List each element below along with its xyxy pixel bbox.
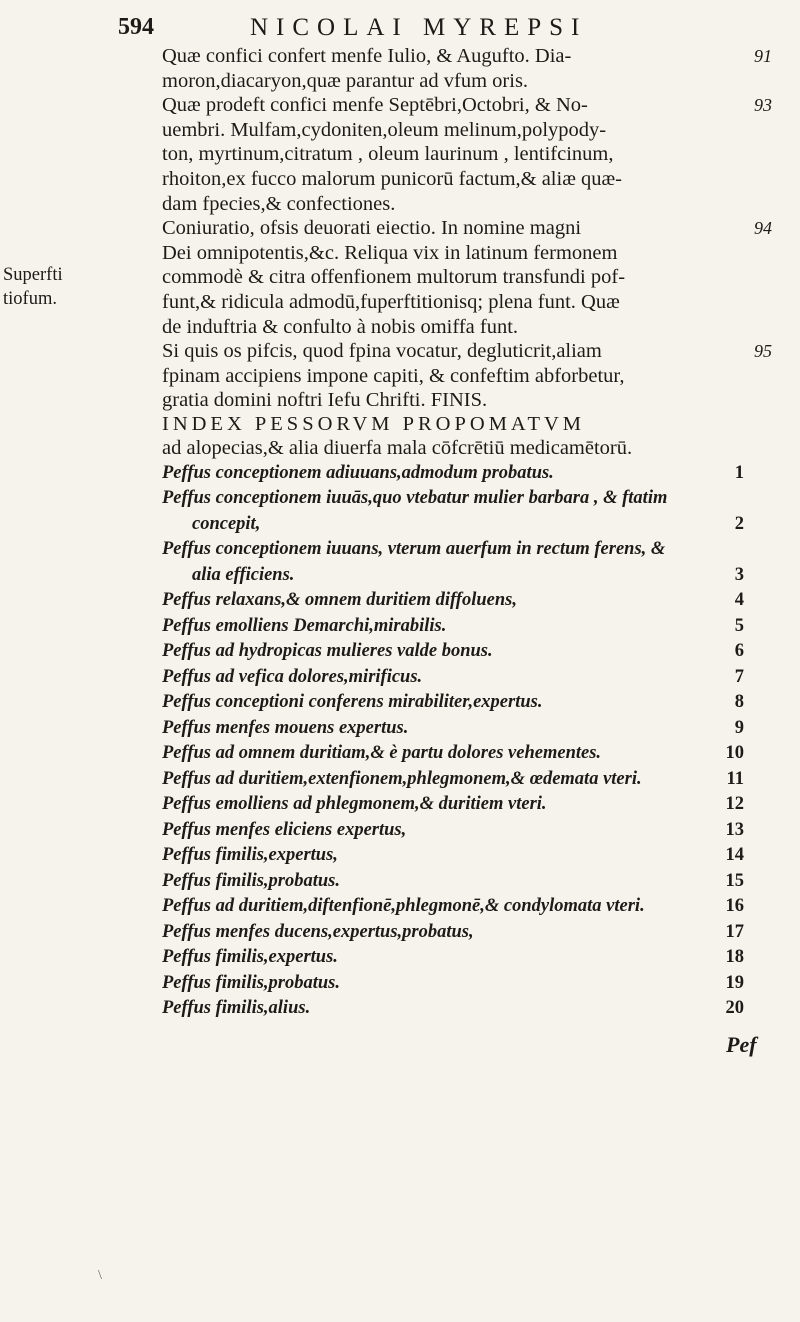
index-entry-number: 14 (725, 845, 744, 865)
line-text: dam fpecies,& confectiones. (162, 192, 396, 215)
line-text: Quæ prodeft confici menfe Septēbri,Octobri, & No- (162, 94, 588, 117)
index-entry-text: Peffus menfes ducens,expertus,probatus, (162, 921, 474, 942)
text-line (162, 388, 772, 413)
index-entry (162, 843, 772, 869)
text-line (162, 93, 772, 118)
body-paragraphs (162, 44, 772, 413)
index-entry-text: Peffus fimilis,probatus. (162, 972, 340, 993)
index-entry-text: Peffus emolliens Demarchi,mirabilis. (162, 615, 447, 636)
text-line (162, 192, 772, 217)
index-entry (162, 996, 772, 1022)
text-line (162, 216, 772, 241)
line-text: uembri. Mulfam,cydoniten,oleum melinum,polypody- (162, 118, 607, 141)
page-header (118, 14, 788, 48)
index-entry-text: Peffus ad hydropicas mulieres valde bonus. (162, 641, 493, 661)
index-entry-text: Peffus relaxans,& omnem duritiem diffoluens, (162, 590, 517, 610)
index-entry (162, 792, 772, 818)
text-line (162, 315, 772, 340)
index-entry (162, 537, 772, 563)
marginal-number: 95 (754, 341, 772, 362)
index-entry-number: 6 (734, 641, 744, 661)
index-entry (162, 869, 772, 895)
text-line (162, 142, 772, 167)
index-entry (162, 741, 772, 767)
index-entry-number: 7 (734, 666, 744, 687)
index-entry-number: 8 (734, 692, 744, 712)
index-entry-number: 16 (725, 896, 744, 916)
index-entry (162, 690, 772, 716)
index-entry-text: Peffus ad omnem duritiam,& è partu dolores vehementes. (162, 743, 602, 763)
text-block (162, 44, 772, 1022)
line-text: funt,& ridicula admodū,fuperftitionisq; plena funt. Quæ (162, 290, 620, 313)
line-text: fpinam accipiens impone capiti, & confeftim abforbetur, (162, 364, 625, 387)
index-entry (162, 665, 772, 691)
text-line (162, 339, 772, 364)
line-text: Si quis os pifcis, quod fpina vocatur, degluticrit,aliam (162, 340, 602, 363)
index-entry-number: 11 (726, 768, 744, 789)
index-entry (162, 639, 772, 665)
line-text: Coniuratio, ofsis deuorati eiectio. In nomine magni (162, 217, 582, 240)
line-text: moron,diacaryon,quæ parantur ad vfum oris. (162, 69, 529, 92)
index-entry-number: 15 (725, 870, 744, 891)
index-entry-text: Peffus menfes eliciens expertus, (162, 819, 407, 840)
line-text: gratia domini noftri Iefu Chrifti. FINIS. (162, 389, 488, 412)
index-entry-text: Peffus fimilis,alius. (162, 998, 311, 1018)
index-entry (162, 563, 772, 589)
index-entry (162, 818, 772, 844)
index-entry-text: alia efficiens. (192, 564, 295, 585)
text-line (162, 290, 772, 315)
index-entry-number: 10 (725, 743, 744, 763)
index-entry-text: Peffus ad duritiem,diftenfionē,phlegmonē,& condylomata vteri. (162, 896, 645, 916)
marginal-number: 94 (754, 218, 772, 239)
index-entry-text: Peffus ad vefica dolores,mirificus. (162, 666, 423, 687)
index-entry (162, 945, 772, 971)
index-entry-text: Peffus fimilis,probatus. (162, 870, 340, 891)
index-entry (162, 461, 772, 487)
index-entry (162, 614, 772, 640)
index-entry (162, 894, 772, 920)
index-entry-text: Peffus menfes mouens expertus. (162, 717, 409, 738)
index-entry-text: concepit, (192, 513, 261, 534)
index-entry-text: Peffus conceptioni conferens mirabiliter,expertus. (162, 692, 543, 712)
index-entry-number: 1 (734, 462, 744, 483)
index-entry-number: 20 (725, 998, 744, 1018)
text-line (162, 118, 772, 143)
line-text: commodè & citra offenfionem multorum transfundi pof- (162, 266, 626, 289)
index-entry-number: 18 (725, 947, 744, 967)
line-text: rhoiton,ex fucco malorum punicorū factum,& aliæ quæ- (162, 167, 622, 190)
index-entry-text: Peffus conceptionem iuuās,quo vtebatur mulier barbara , & ftatim (162, 488, 668, 508)
index-entry (162, 767, 772, 793)
index-entry-number: 13 (725, 819, 744, 840)
marginal-number: 91 (754, 46, 772, 66)
text-line (162, 167, 772, 192)
margin-note-line-2: tiofum. (3, 289, 57, 309)
text-line (162, 44, 772, 69)
line-text: ton, myrtinum,citratum , oleum laurinum , lentifcinum, (162, 143, 614, 166)
index-entry (162, 588, 772, 614)
running-title: NICOLAI MYREPSI (250, 14, 588, 41)
index-entry (162, 971, 772, 997)
index-entry-number: 12 (725, 794, 744, 814)
index-entry-number: 5 (734, 615, 744, 636)
index-entry-text: Peffus ad duritiem,extenfionem,phlegmonem,& œdemata vteri. (162, 768, 642, 789)
index-entry-text: Peffus conceptionem adiuuans,admodum probatus. (162, 462, 554, 483)
index-intro: ad alopecias,& alia diuerfa mala cōfcrētiū medicamētorū. (162, 436, 633, 459)
corner-mark: \ (98, 1268, 102, 1283)
index-title: INDEX PESSORVM PROPOMATVM (162, 412, 586, 435)
index-list (162, 461, 772, 1022)
index-entry (162, 512, 772, 538)
text-line (162, 265, 772, 290)
text-line (162, 241, 772, 266)
index-entry-number: 4 (734, 590, 744, 610)
marginal-number: 93 (754, 95, 772, 116)
text-line (162, 69, 772, 94)
index-entry-text: Peffus fimilis,expertus, (162, 845, 338, 865)
index-entry (162, 486, 772, 512)
index-entry (162, 716, 772, 742)
index-entry (162, 920, 772, 946)
index-entry-number: 3 (734, 564, 744, 585)
index-entry-number: 19 (725, 972, 744, 993)
index-entry-text: Peffus conceptionem iuuans, vterum auerfum in rectum ferens, & (162, 539, 666, 559)
text-line (162, 364, 772, 389)
index-entry-number: 2 (734, 513, 744, 534)
line-text: de induftria & confulto à nobis omiffa funt. (162, 315, 519, 338)
index-entry-text: Peffus emolliens ad phlegmonem,& duritiem vteri. (162, 794, 547, 814)
index-entry-text: Peffus fimilis,expertus. (162, 947, 338, 967)
line-text: Dei omnipotentis,&c. Reliqua vix in latinum fermonem (162, 241, 618, 264)
page-number: 594 (118, 14, 154, 40)
line-text: Quæ confici confert menfe Iulio, & Augufto. Dia- (162, 45, 572, 67)
index-entry-number: 17 (725, 921, 744, 942)
catchword: Pef (726, 1032, 757, 1057)
index-entry-number: 9 (734, 717, 744, 738)
margin-note-line-1: Superfti (3, 265, 63, 285)
